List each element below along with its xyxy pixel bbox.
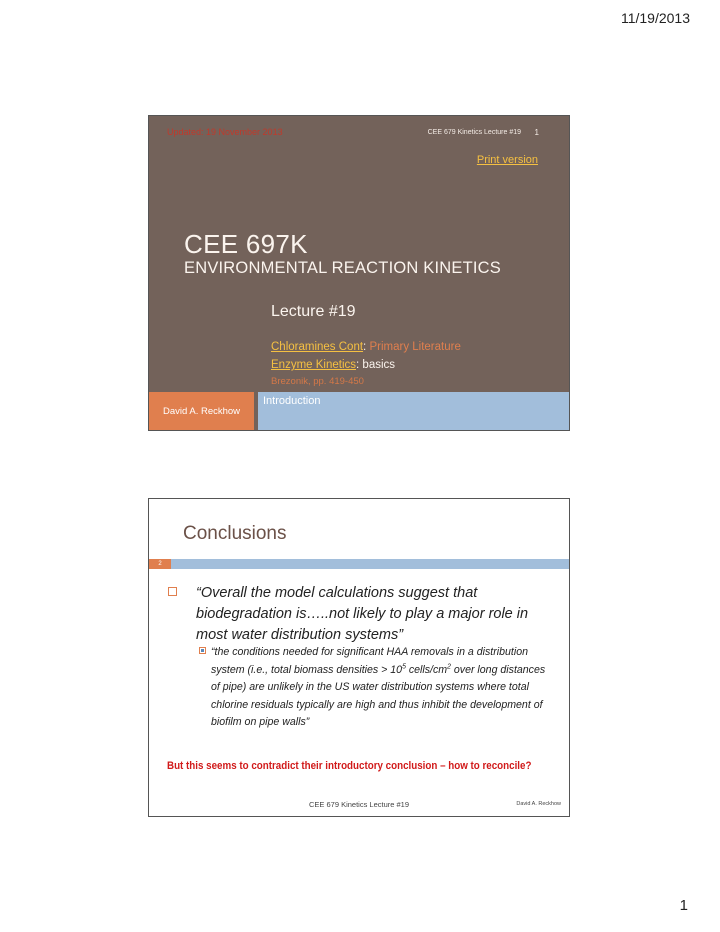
slide-subtitle: ENVIRONMENTAL REACTION KINETICS	[184, 259, 501, 277]
slide-number: 1	[534, 128, 539, 137]
course-footer: CEE 679 Kinetics Lecture #19	[308, 800, 410, 809]
slide-title: Conclusions	[183, 523, 287, 544]
print-version-link[interactable]: Print version	[476, 154, 538, 166]
slide-header-course: CEE 679 Kinetics Lecture #19	[427, 129, 521, 136]
page-number: 1	[679, 897, 688, 914]
author-footer: David A. Reckhow	[149, 392, 254, 430]
topic2-text: basics	[362, 359, 396, 371]
title-divider-bar	[149, 559, 569, 569]
enzyme-kinetics-link[interactable]: Enzyme Kinetics	[271, 359, 357, 371]
topic-line-enzyme	[271, 359, 395, 371]
conclusion-question: But this seems to contradict their introductory conclusion – how to reconcile?	[167, 760, 532, 772]
filled-square-bullet-icon	[199, 647, 206, 654]
slide-number: 2	[149, 559, 171, 569]
topic-line-chloramines	[271, 341, 461, 353]
page-date: 11/19/2013	[620, 10, 690, 26]
slide-updated-date: Updated: 19 November 2013	[167, 127, 283, 137]
slide-1	[148, 115, 570, 431]
topic2-colon: :	[356, 359, 360, 371]
square-bullet-icon	[168, 587, 177, 596]
author-footer: David A. Reckhow	[516, 801, 561, 807]
slide-2	[148, 498, 570, 817]
sub-quote-text: “the conditions needed for significant HAA removals in a distribution system (i.e., total biomass densities > $10^5$ cells/$cm^2$ over long distances of pipe) are unlikely in the US water distribution systems where total chlorine residuals typically are high and thus inhibit the development of biofilm on pipe walls”	[211, 646, 546, 729]
topic1-text: Primary Literature	[369, 341, 461, 353]
reference-text: Brezonik, pp. 419-450	[271, 376, 364, 387]
slide-title: CEE 697K	[184, 229, 308, 259]
section-footer: Introduction	[258, 392, 569, 430]
bullet-item	[168, 583, 558, 646]
lecture-number: Lecture #19	[271, 303, 356, 320]
sub-bullet-item	[199, 644, 554, 732]
topic1-colon: :	[363, 341, 367, 353]
quote-text: “Overall the model calculations suggest that biodegradation is…..not likely to play a major role in most water distribution systems”	[196, 585, 529, 643]
chloramines-link[interactable]: Chloramines Cont	[271, 341, 364, 353]
